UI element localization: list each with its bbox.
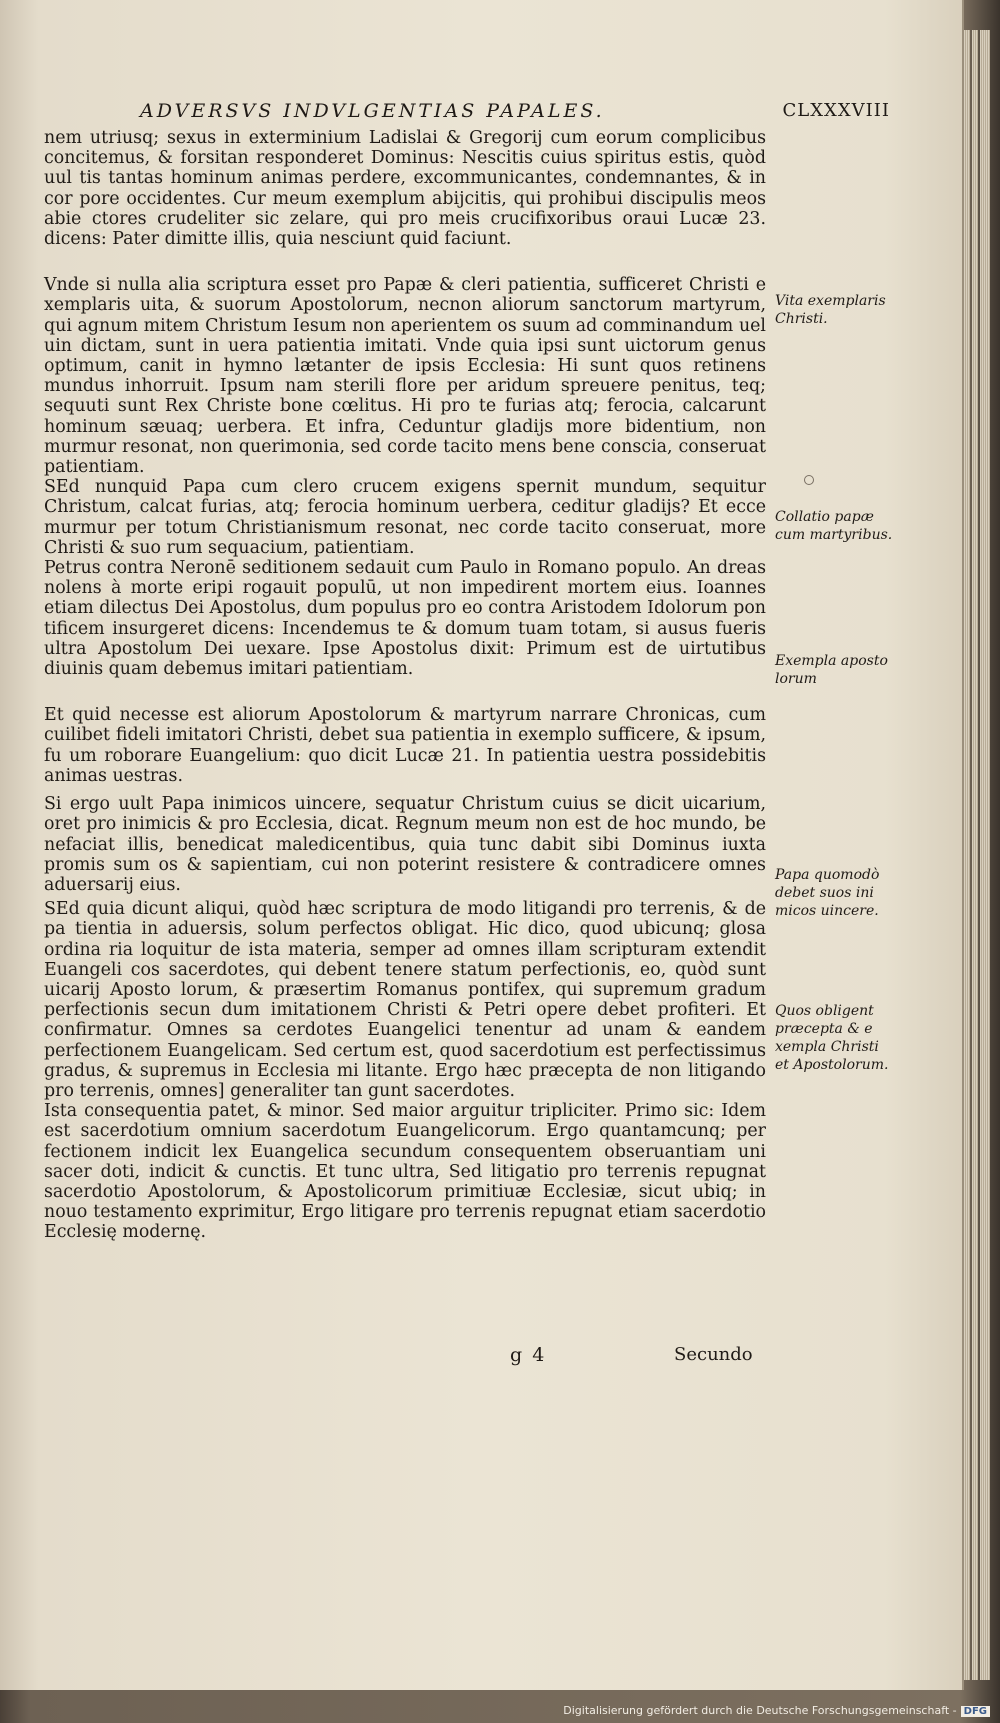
dfg-logo: DFG (961, 1706, 990, 1717)
paragraph: Petrus contra Neronē seditionem sedauit cum Paulo in Romano populo. An dreas nolens à morte eripi rogauit populū, ut non impedirent mortem eius. Ioannes etiam dilectus Dei Apostolus, dum populus pro eo contra Aristodem Idolorum pon tificem insurgeret dicens: Incendemus te & domum tuam totam, si ausus fueris ultra Apostolum Dei uexare. Ipse Apostolus dixit: Primum est de uirtutibus diuinis quam debemus imitari patientiam. (44, 558, 766, 680)
marginal-note: Papa quomodò debet suos ini micos uincere. (775, 867, 880, 919)
catchword: Secundo (674, 1344, 753, 1365)
page-edge (964, 30, 970, 1680)
marginal-note: Vita exemplaris Christi. (775, 293, 886, 327)
marginal-note: Quos obligent præcepta & e xempla Christi et Apostolorum. (775, 1003, 889, 1073)
digitization-credit (563, 1704, 990, 1717)
signature-mark: g 4 (510, 1344, 547, 1366)
page-edge (972, 30, 978, 1680)
paragraph: Si ergo uult Papa inimicos uincere, sequatur Christum cuius se dicit uicarium, oret pro inimicis & pro Ecclesia, dicat. Regnum meum non est de hoc mundo, be nefaciat illis, benedicat maledicentibus, quia tunc dabit sibi Dominus iuxta promis sum os & sapientiam, cui non poterint resistere & contradicere omnes aduersarij eius. (44, 794, 766, 895)
paragraph: Et quid necesse est aliorum Apostolorum & martyrum narrare Chronicas, cum cuilibet fideli imitatori Christi, debet sua patientia in exemplo sufficere, & ipsum, fu um roborare Euangelium: quo dicit Lucæ 21. In patientia uestra possidebitis animas uestras. (44, 705, 766, 786)
paper-blemish (804, 475, 814, 485)
paragraph: SEd quia dicunt aliqui, quòd hæc scriptura de modo litigandi pro terrenis, & de pa tientia in aduersis, solum perfectos obligat. Hic dico, quod ubicunq; glosa ordina ria loquitur de ista materia, semper ad omnes illam scripturam extendit Euangeli cos sacerdotes, qui debent tenere statum perfectionis, eo, quòd sunt uicarij Aposto lorum, & præsertim Romanus pontifex, qui supremum gradum perfectionis secun dum imitationem Christi & Petri opere debet profiteri. Et confirmatur. Omnes sa cerdotes Euangelici tenentur ad unam & eandem perfectionem Euangelicam. Sed certum est, quod sacerdotium est perfectissimus gradus, & supremus in Ecclesia mi litante. Ergo hæc præcepta de non litigando pro terrenis, omnes] generaliter tan gunt sacerdotes. (44, 899, 766, 1101)
marginal-note: Collatio papæ cum martyribus. (775, 509, 893, 543)
paragraph: SEd nunquid Papa cum clero crucem exigens spernit mundum, sequitur Christum, calcat furias, atq; ferocia hominum uerbera, ceditur gladijs? Et ecce murmur per totum Christianismum resonat, nec corde tacito conseruat, more Christi & suo rum sequacium, patientiam. (44, 477, 766, 558)
page-edge (980, 30, 990, 1680)
main-text-column (44, 128, 766, 1243)
folio-number: CLXXXVIII (782, 100, 890, 121)
running-title: ADVERSVS INDVLGENTIAS PAPALES. (140, 100, 605, 122)
paragraph: nem utriusq; sexus in exterminium Ladislai & Gregorij cum eorum complicibus concitemus, & forsitan responderet Dominus: Nescitis cuius spiritus estis, quòd uul tis tantas hominum animas perdere, excommunicantes, condemnantes, & in cor pore occidentes. Cur meum exemplum abijcitis, qui prohibui discipulis meos abie ctores crudeliter sic zelare, qui pro meis crucifixoribus oraui Lucæ 23. dicens: Pater dimitte illis, quia nesciunt quid faciunt. (44, 128, 766, 250)
credit-text: Digitalisierung gefördert durch die Deutsche Forschungsgemeinschaft - (563, 1704, 957, 1717)
marginal-note: Exempla aposto lorum (775, 653, 888, 687)
page-header (140, 100, 890, 126)
paragraph: Vnde si nulla alia scriptura esset pro Papæ & cleri patientia, sufficeret Christi e xemplaris uita, & suorum Apostolorum, necnon aliorum sanctorum martyrum, qui agnum mitem Christum Iesum non aperientem os suum ad comminandum uel uin dictam, sunt in uera patientia imitati. Vnde quia ipsi sunt uictorum genus optimum, canit in hymno lætanter de ipsis Ecclesia: Hi sunt quos retinens mundus inhorruit. Ipsum nam sterili flore per aridum spreuere penitus, teq; sequuti sunt Rex Christe bone cœlitus. Hi pro te furias atq; ferocia, calcarunt hominum sæuaq; uerbera. Et infra, Ceduntur gladijs more bidentium, non murmur resonat, non querimonia, sed corde tacito mens bene conscia, conseruat patientiam. (44, 275, 766, 478)
paragraph: Ista consequentia patet, & minor. Sed maior arguitur tripliciter. Primo sic: Idem est sacerdotium omnium sacerdotum Euangelicorum. Ergo quantamcunq; per fectionem indicit lex Euangelica secundum consequentem obseruantiam uni sacer doti, indicit & cunctis. Et tunc ultra, Sed litigatio pro terrenis repugnat sacerdotio Apostolorum, & Apostolicorum primitiuæ Ecclesiæ, sicut ubiq; in nouo testamento exprimitur, Ergo litigare pro terrenis repugnat etiam sacerdotio Ecclesię modernę. (44, 1101, 766, 1243)
